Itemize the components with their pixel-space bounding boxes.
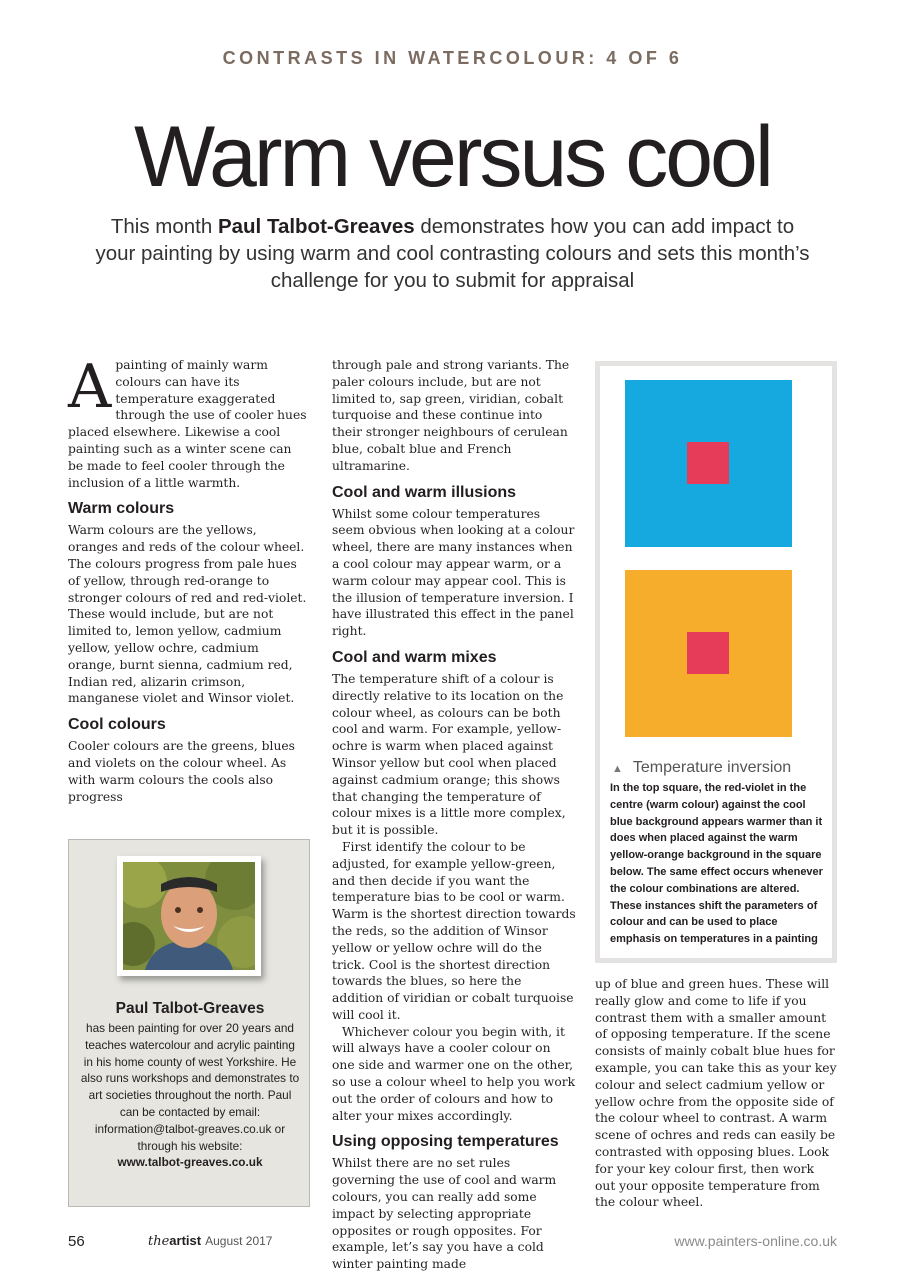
blue-square	[625, 380, 792, 547]
warm-colours-text: Warm colours are the yellows, oranges and reds of the colour wheel. The colours progress from pale hues of yellow, through red-orange to stronger colours of red and red-violet. These would include, but are not limited to, lemon yellow, cadmium yellow, yellow ochre, cadmium orange, burnt sienna, cadmium red, Indian red, alizarin crimson, manganese violet and Winsor violet.	[68, 523, 307, 706]
intro-paragraph	[68, 352, 310, 491]
column-2	[332, 357, 576, 1273]
illusions-text: Whilst some colour temperatures seem obvious when looking at a colour wheel, there are many instances when a cool colour may appear warm, or a warm colour may appear cool. This is the illusion of temperature inversion. I have illustrated this effect in the panel right.	[332, 506, 575, 639]
panel-caption-title-text: Temperature inversion	[632, 759, 792, 776]
author-bio-box	[68, 839, 310, 1207]
cool-colours-text: Cooler colours are the greens, blues and violets on the colour wheel. As with warm colours the cools also progress	[68, 739, 295, 804]
column-3	[595, 976, 837, 1211]
author-bio-text	[79, 1020, 301, 1171]
temperature-inversion-panel	[595, 361, 837, 963]
column-1	[68, 352, 310, 805]
mixes-text-3: Whichever colour you begin with, it will always have a cooler colour on one side and warmer one on the other, so use a colour wheel to help you work out the order of colours and how to alter your mixes accordingly.	[332, 1024, 576, 1123]
standfirst-post: demonstrates how you can add impact to your painting by using warm and cool contrasting colours and sets this month’s challenge for you to submit for appraisal	[95, 215, 810, 292]
standfirst-pre: This month	[110, 215, 218, 238]
triangle-marker-icon: ▲	[612, 763, 623, 775]
author-name: Paul Talbot-Greaves	[115, 1000, 265, 1017]
intro-text: painting of mainly warm colours can have its temperature exaggerated through the use of cooler hues placed elsewhere. Likewise a cool painting such as a winter scene can be made to feel cooler through the inclusion of a little warmth.	[68, 358, 307, 490]
heading-warm-colours: Warm colours	[68, 500, 175, 518]
issue-date: August 2017	[205, 1234, 273, 1248]
author-portrait-image	[123, 862, 255, 970]
heading-mixes: Cool and warm mixes	[332, 648, 497, 666]
author-website: www.talbot-greaves.co.uk	[117, 1155, 263, 1170]
drop-cap: A	[68, 352, 112, 422]
heading-illusions: Cool and warm illusions	[332, 483, 517, 501]
page-number: 56	[68, 1233, 85, 1250]
orange-square	[625, 570, 792, 737]
logo-artist: artist	[169, 1233, 202, 1248]
logo-the: the	[148, 1234, 170, 1249]
series-kicker: CONTRASTS IN WATERCOLOUR: 4 OF 6	[222, 48, 683, 68]
heading-opposing: Using opposing temperatures	[332, 1133, 559, 1151]
magazine-issue	[148, 1233, 272, 1249]
mixes-text-2: First identify the colour to be adjusted, for example yellow-green, and then decide if you want the temperature bias to be cool or warm. Warm is the shortest direction towards the reds, so the addition of Winsor yellow or yellow ochre will do the trick. Cool is the shortest direction towards the blues, so here the addition of viridian or cobalt turquoise will cool it.	[332, 839, 576, 1022]
red-violet-square-bottom	[687, 632, 729, 674]
opposing-text: Whilst there are no set rules governing the use of cool and warm colours, you can really add some impact by selecting appropriate opposites or rough opposites. For example, let’s say you have a cold winter painting made	[332, 1156, 557, 1272]
article-title: Warm versus cool	[134, 109, 771, 205]
heading-cool-colours: Cool colours	[68, 716, 166, 734]
panel-caption-text: In the top square, the red-violet in the centre (warm colour) against the cool blue background appears warmer than it does when placed against the warm yellow-orange background in the square below. The same effect occurs whenever the colour combinations are altered. These instances shift the parameters of colour and can be used to place emphasis on temperatures in a painting	[610, 782, 823, 946]
website-url[interactable]: www.painters-online.co.uk	[674, 1233, 837, 1249]
standfirst-author: Paul Talbot-Greaves	[217, 215, 415, 238]
column-2-continuation: through pale and strong variants. The paler colours include, but are not limited to, sap green, viridian, cobalt turquoise and these continue into their stronger neighbours of cerulean blue, cobalt blue and French ultramarine.	[332, 358, 570, 473]
author-photo	[117, 856, 261, 976]
panel-caption-title	[612, 759, 791, 777]
column-3-text: up of blue and green hues. These will really glow and come to life if you contrast them with a smaller amount of opposing temperature. If the scene consists of mainly cobalt blue hues for example, you can take this as your key colour and select cadmium yellow or yellow ochre from the opposite side of the colour wheel to contrast. A warm scene of ochres and reds can easily be contrasted with opposing blues. Look for your key colour first, then work out your opposite temperature from the colour wheel.	[595, 977, 837, 1210]
mixes-text: The temperature shift of a colour is directly relative to its location on the colour wheel, as colours can be both cool and warm. For example, yellow-ochre is warm when placed against Winsor yellow but cool when placed against cadmium orange; this shows that changing the temperature of colour mixes is a little more complex, but it is possible.	[332, 671, 566, 838]
bio-body: has been painting for over 20 years and teaches watercolour and acrylic painting in his home county of west Yorkshire. He also runs workshops and demonstrates to art societies throughout the north. Paul can be contacted by email: information@talbot-greaves.co.uk or through his website:	[80, 1021, 300, 1153]
red-violet-square-top	[687, 442, 729, 484]
standfirst	[95, 213, 810, 294]
